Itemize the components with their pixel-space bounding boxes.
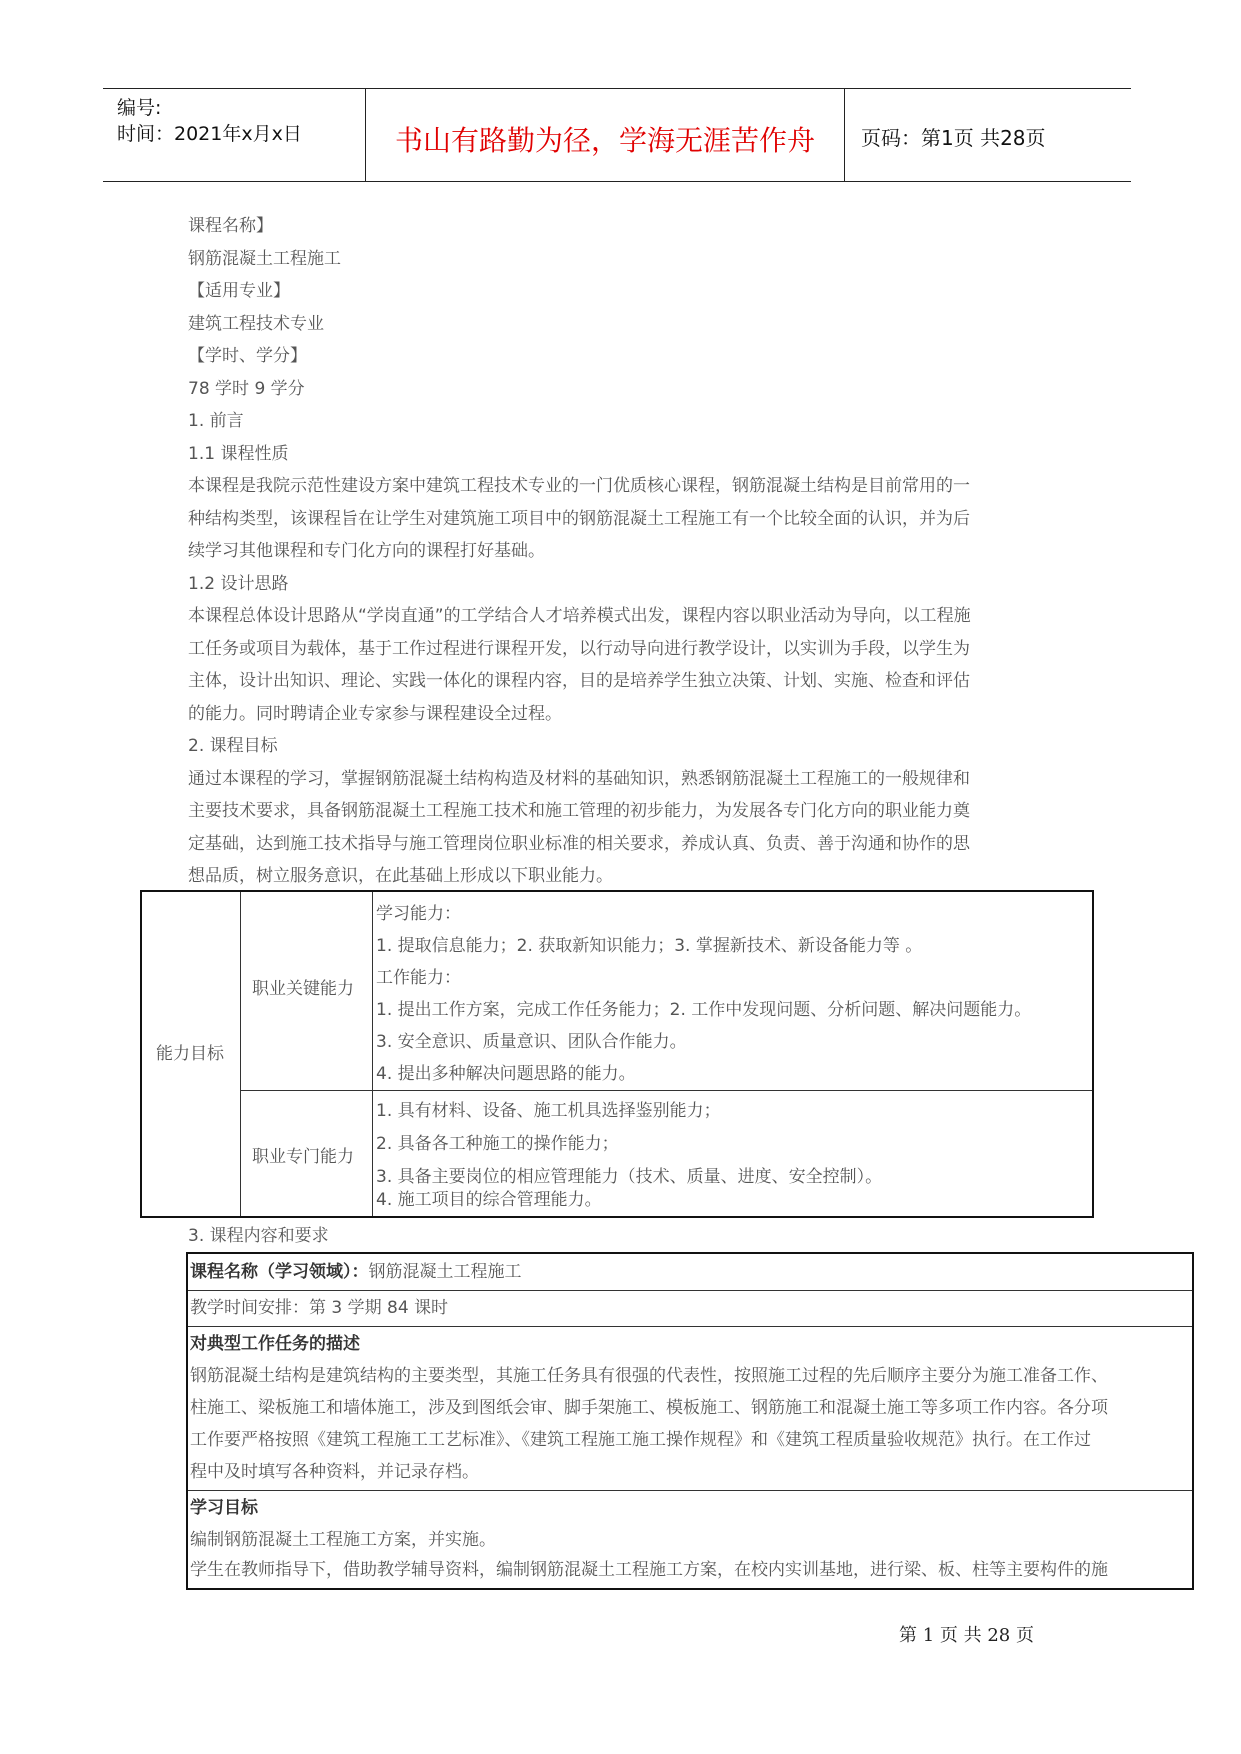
document-number-label: 编号:: [117, 97, 162, 119]
body-line: 【学时、学分】: [188, 346, 307, 366]
table-divider: [188, 1290, 1192, 1291]
special-ability-line: 1. 具有材料、设备、施工机具选择鉴别能力；: [376, 1101, 721, 1121]
body-line: 本课程总体设计思路从“学岗直通”的工学结合人才培养模式出发，课程内容以职业活动为导向，以工程施: [188, 606, 971, 626]
schedule-row: 教学时间安排：第 3 学期 84 课时: [190, 1298, 449, 1318]
special-ability-line: 2. 具备各工种施工的操作能力；: [376, 1134, 619, 1154]
table-divider: [188, 1326, 1192, 1327]
page-footer: 第 1 页 共 28 页: [899, 1625, 1034, 1646]
task-description-line: 钢筋混凝土结构是建筑结构的主要类型，其施工任务具有很强的代表性，按照施工过程的先后顺序主要分为施工准备工作、: [190, 1366, 1108, 1386]
section-heading: 1. 前言: [188, 411, 244, 431]
special-ability-line: 4. 施工项目的综合管理能力。: [376, 1190, 602, 1210]
document-time-label: 时间：2021年x月x日: [117, 123, 302, 145]
table-divider: [240, 1090, 1092, 1091]
table-divider: [372, 892, 373, 1216]
special-ability-line: 3. 具备主要岗位的相应管理能力（技术、质量、进度、安全控制）。: [376, 1167, 883, 1187]
page-header: [103, 88, 1131, 182]
key-ability-line: 4. 提出多种解决问题思路的能力。: [376, 1064, 636, 1084]
ability-goal-label: 能力目标: [156, 1044, 224, 1064]
key-ability-line: 工作能力：: [376, 968, 461, 988]
table-divider: [240, 892, 241, 1216]
key-ability-line: 1. 提出工作方案，完成工作任务能力；2. 工作中发现问题、分析问题、解决问题能力。: [376, 1000, 1032, 1020]
body-line: 定基础，达到施工技术指导与施工管理岗位职业标准的相关要求，养成认真、负责、善于沟通和协作的思: [188, 834, 970, 854]
course-name-label: 课程名称（学习领域）：: [190, 1262, 369, 1282]
body-line: 种结构类型，该课程旨在让学生对建筑施工项目中的钢筋混凝土工程施工有一个比较全面的认识，并为后: [188, 509, 970, 529]
ability-table: [140, 890, 1094, 1218]
body-line: 钢筋混凝土工程施工: [188, 249, 341, 269]
special-ability-label: 职业专门能力: [252, 1147, 354, 1167]
subsection-heading: 1.1 课程性质: [188, 444, 289, 464]
table-divider: [188, 1490, 1192, 1491]
body-line: 通过本课程的学习，掌握钢筋混凝土结构构造及材料的基础知识，熟悉钢筋混凝土工程施工的一般规律和: [188, 769, 970, 789]
header-motto: 书山有路勤为径，学海无涯苦作舟: [394, 124, 815, 157]
course-name-row: [190, 1262, 522, 1282]
body-line: 78 学时 9 学分: [188, 379, 305, 399]
header-page-cell: [845, 89, 1131, 181]
header-page-code: 页码：第1页 共28页: [861, 126, 1046, 150]
body-line: 主体，设计出知识、理论、实践一体化的课程内容，目的是培养学生独立决策、计划、实施、检查和评估: [188, 671, 970, 691]
course-name-value: 钢筋混凝土工程施工: [368, 1262, 522, 1282]
subsection-heading: 1.2 设计思路: [188, 574, 289, 594]
key-ability-line: 1. 提取信息能力；2. 获取新知识能力；3. 掌握新技术、新设备能力等 。: [376, 936, 923, 956]
task-description-line: 工作要严格按照《建筑工程施工工艺标准》、《建筑工程施工施工操作规程》和《建筑工程质量验收规范》执行。在工作过: [190, 1430, 1091, 1450]
section-heading: 3. 课程内容和要求: [188, 1226, 329, 1246]
key-ability-label: 职业关键能力: [252, 979, 354, 999]
course-content-table: [186, 1252, 1194, 1590]
body-line: 建筑工程技术专业: [188, 314, 324, 334]
body-line: 本课程是我院示范性建设方案中建筑工程技术专业的一门优质核心课程，钢筋混凝土结构是目前常用的一: [188, 476, 970, 496]
section-heading: 2. 课程目标: [188, 736, 278, 756]
learning-goal-line: 编制钢筋混凝土工程施工方案，并实施。: [190, 1530, 496, 1550]
body-line: 续学习其他课程和专门化方向的课程打好基础。: [188, 541, 545, 561]
task-description-line: 柱施工、梁板施工和墙体施工，涉及到图纸会审、脚手架施工、模板施工、钢筋施工和混凝土施工等多项工作内容。各分项: [190, 1398, 1108, 1418]
body-line: 【适用专业】: [188, 281, 290, 301]
learning-goal-line: 学生在教师指导下，借助教学辅导资料，编制钢筋混凝土工程施工方案，在校内实训基地，进行梁、板、柱等主要构件的施: [190, 1560, 1108, 1580]
key-ability-line: 学习能力：: [376, 904, 461, 924]
body-line: 课程名称】: [188, 216, 273, 236]
body-line: 工任务或项目为载体，基于工作过程进行课程开发，以行动导向进行教学设计，以实训为手段，以学生为: [188, 639, 970, 659]
header-meta-cell: [103, 89, 366, 181]
task-description-line: 程中及时填写各种资料，并记录存档。: [190, 1462, 479, 1482]
body-line: 主要技术要求，具备钢筋混凝土工程施工技术和施工管理的初步能力，为发展各专门化方向的职业能力奠: [188, 801, 970, 821]
learning-goal-title: 学习目标: [190, 1498, 258, 1518]
header-motto-cell: [366, 89, 845, 181]
body-line: 想品质，树立服务意识，在此基础上形成以下职业能力。: [188, 866, 613, 886]
task-description-title: 对典型工作任务的描述: [190, 1334, 360, 1354]
key-ability-line: 3. 安全意识、质量意识、团队合作能力。: [376, 1032, 687, 1052]
body-line: 的能力。同时聘请企业专家参与课程建设全过程。: [188, 704, 562, 724]
